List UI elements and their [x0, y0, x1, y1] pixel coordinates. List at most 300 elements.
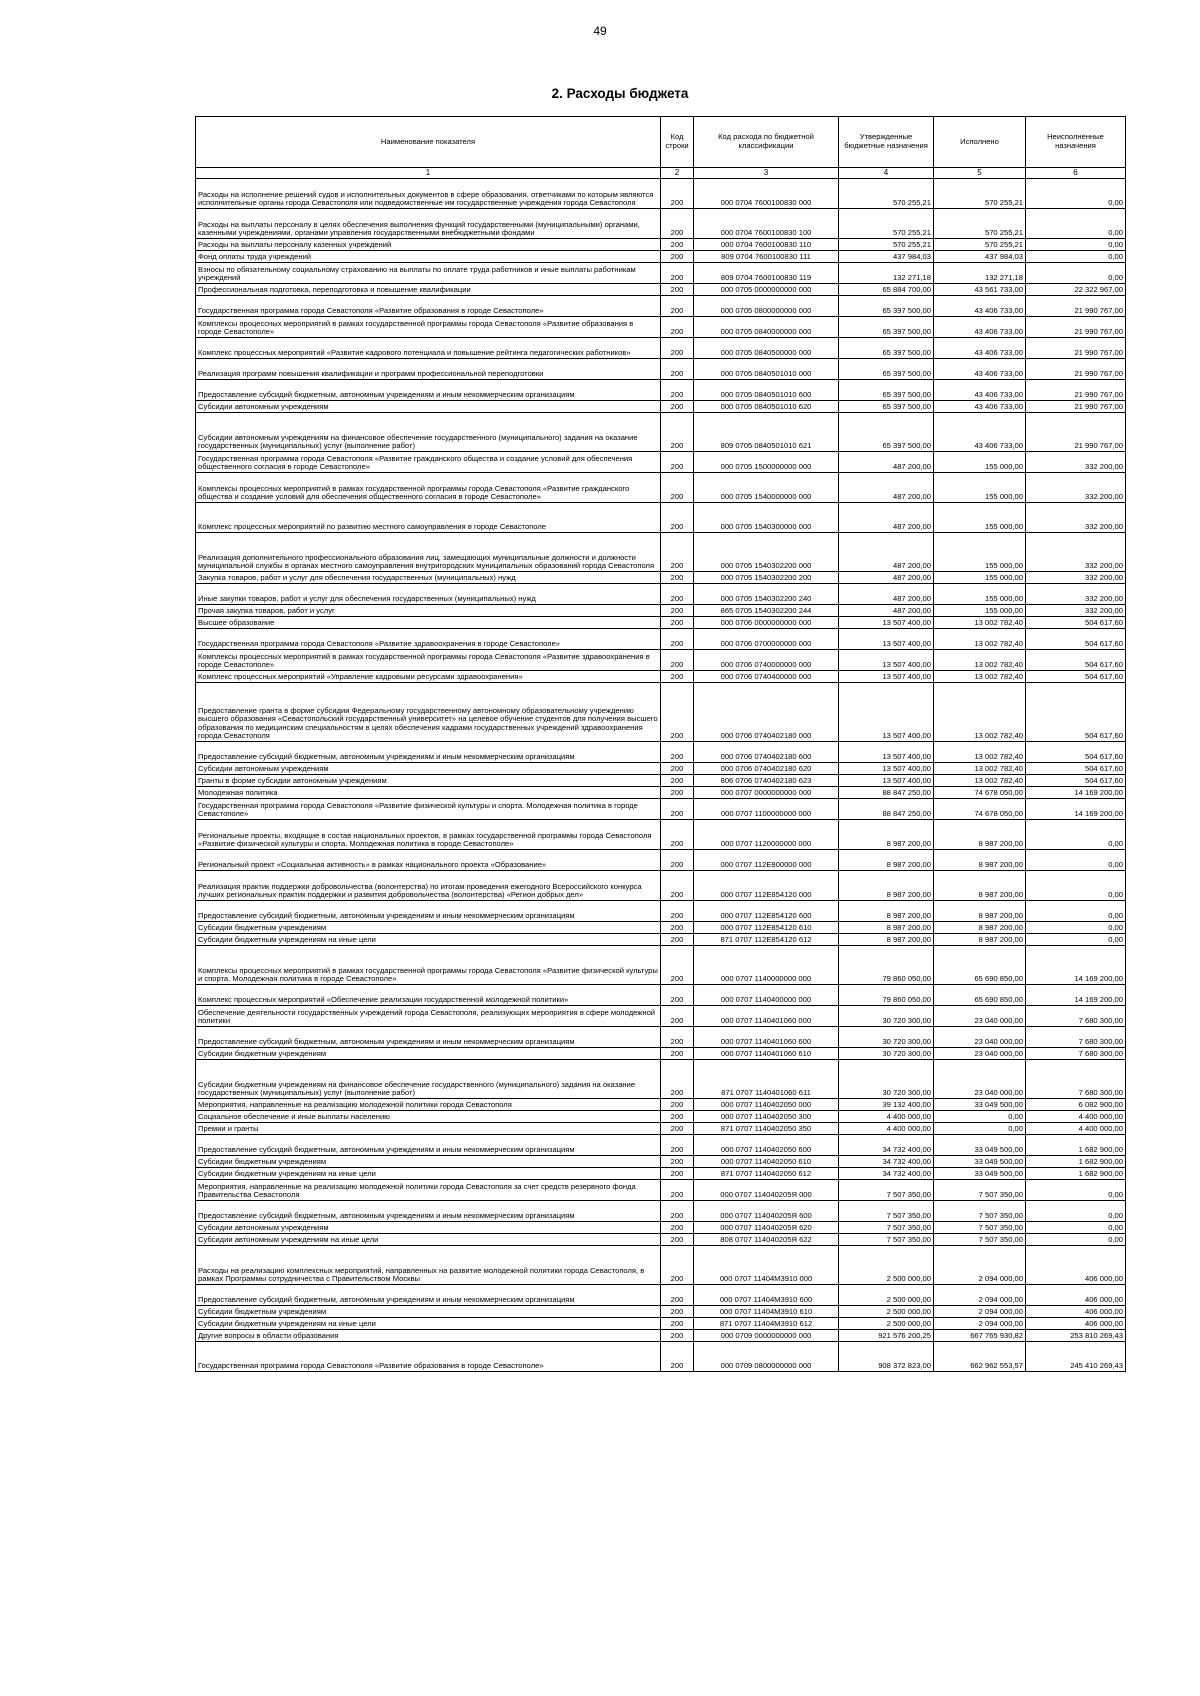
table-row	[196, 985, 1126, 1006]
row-unexecuted: 1 682 900,00	[1026, 1168, 1126, 1180]
row-name: Молодежная политика	[196, 787, 661, 799]
row-line-code: 200	[661, 209, 694, 239]
row-unexecuted: 7 680 300,00	[1026, 1027, 1126, 1048]
row-executed: 74 678 050,00	[934, 787, 1026, 799]
table-row	[196, 1285, 1126, 1306]
row-budget-code: 000 0705 0840000000 000	[694, 317, 839, 338]
row-name: Комплексы процессных мероприятий в рамках государственной программы города Севастополя «Развитие физической культуры и спорта. Молодежная политика в городе Севастополе»	[196, 946, 661, 985]
row-approved: 79 860 050,00	[839, 985, 934, 1006]
row-line-code: 200	[661, 787, 694, 799]
row-budget-code: 000 0706 0740400000 000	[694, 671, 839, 683]
row-budget-code: 000 0707 1140402050 610	[694, 1156, 839, 1168]
row-line-code: 200	[661, 1099, 694, 1111]
row-budget-code: 000 0707 1140401060 600	[694, 1027, 839, 1048]
row-name: Предоставление субсидий бюджетным, автономным учреждениям и иным некоммерческим организациям	[196, 380, 661, 401]
row-budget-code: 000 0707 112E800000 000	[694, 850, 839, 871]
row-name: Расходы на выплаты персоналу казенных учреждений	[196, 239, 661, 251]
table-row	[196, 1318, 1126, 1330]
row-approved: 2 500 000,00	[839, 1246, 934, 1285]
row-name: Расходы на выплаты персоналу в целях обеспечения выполнения функций государственными (муниципальными) органами, казенными учреждениями, органами управления государственными внебюджетными фондами	[196, 209, 661, 239]
table-row	[196, 1168, 1126, 1180]
header-unexecuted: Неисполненные назначения	[1026, 117, 1126, 168]
row-unexecuted: 406 000,00	[1026, 1246, 1126, 1285]
row-unexecuted: 0,00	[1026, 263, 1126, 284]
row-budget-code: 000 0705 0800000000 000	[694, 296, 839, 317]
row-name: Комплексы процессных мероприятий в рамках государственной программы города Севастополя «Развитие образования в городе Севастополе»	[196, 317, 661, 338]
row-line-code: 200	[661, 338, 694, 359]
row-approved: 13 507 400,00	[839, 650, 934, 671]
row-approved: 487 200,00	[839, 572, 934, 584]
row-unexecuted: 504 617,60	[1026, 683, 1126, 742]
row-executed: 7 507 350,00	[934, 1180, 1026, 1201]
row-executed: 74 678 050,00	[934, 799, 1026, 820]
row-unexecuted: 332 200,00	[1026, 473, 1126, 503]
row-name: Гранты в форме субсидии автономным учреждениям	[196, 775, 661, 787]
row-name: Субсидии бюджетным учреждениям на иные цели	[196, 1168, 661, 1180]
table-row	[196, 413, 1126, 452]
row-approved: 13 507 400,00	[839, 629, 934, 650]
row-approved: 132 271,18	[839, 263, 934, 284]
row-budget-code: 000 0707 112E854120 000	[694, 871, 839, 901]
row-unexecuted: 0,00	[1026, 820, 1126, 850]
row-line-code: 200	[661, 1180, 694, 1201]
row-executed: 155 000,00	[934, 473, 1026, 503]
row-executed: 13 002 782,40	[934, 671, 1026, 683]
row-line-code: 200	[661, 1318, 694, 1330]
row-unexecuted: 7 680 300,00	[1026, 1048, 1126, 1060]
row-line-code: 200	[661, 799, 694, 820]
table-row	[196, 775, 1126, 787]
table-row	[196, 820, 1126, 850]
row-executed: 155 000,00	[934, 503, 1026, 533]
row-executed: 23 040 000,00	[934, 1006, 1026, 1027]
table-row	[196, 1201, 1126, 1222]
row-name: Государственная программа города Севастополя «Развитие образования в городе Севастополе»	[196, 1342, 661, 1372]
row-approved: 570 255,21	[839, 239, 934, 251]
expenses-table	[195, 116, 1126, 1372]
row-approved: 65 884 700,00	[839, 284, 934, 296]
row-name: Предоставление субсидий бюджетным, автономным учреждениям и иным некоммерческим организациям	[196, 1027, 661, 1048]
row-approved: 34 732 400,00	[839, 1135, 934, 1156]
row-line-code: 200	[661, 1285, 694, 1306]
row-unexecuted: 21 990 767,00	[1026, 401, 1126, 413]
row-budget-code: 000 0705 0840501010 000	[694, 359, 839, 380]
header-line-code: Код строки	[661, 117, 694, 168]
row-executed: 7 507 350,00	[934, 1234, 1026, 1246]
table-row	[196, 763, 1126, 775]
row-budget-code: 809 0704 7600100830 119	[694, 263, 839, 284]
row-name: Социальное обеспечение и иные выплаты населению	[196, 1111, 661, 1123]
row-line-code: 200	[661, 503, 694, 533]
header-row	[196, 117, 1126, 168]
row-budget-code: 000 0705 1540000000 000	[694, 473, 839, 503]
row-approved: 65 397 500,00	[839, 359, 934, 380]
row-line-code: 200	[661, 617, 694, 629]
row-line-code: 200	[661, 946, 694, 985]
row-name: Комплексы процессных мероприятий в рамках государственной программы города Севастополя «Развитие здравоохранения в городе Севастополе»	[196, 650, 661, 671]
row-budget-code: 000 0704 7600100830 100	[694, 209, 839, 239]
row-executed: 662 962 553,57	[934, 1342, 1026, 1372]
row-budget-code: 000 0706 0740402180 620	[694, 763, 839, 775]
table-row	[196, 617, 1126, 629]
column-number: 5	[934, 168, 1026, 179]
table-row	[196, 179, 1126, 209]
row-approved: 30 720 300,00	[839, 1048, 934, 1060]
row-approved: 65 397 500,00	[839, 317, 934, 338]
row-line-code: 200	[661, 1027, 694, 1048]
row-approved: 88 847 250,00	[839, 787, 934, 799]
row-executed: 8 987 200,00	[934, 820, 1026, 850]
row-approved: 30 720 300,00	[839, 1027, 934, 1048]
row-budget-code: 000 0707 11404М3910 600	[694, 1285, 839, 1306]
row-approved: 7 507 350,00	[839, 1222, 934, 1234]
row-name: Субсидии автономным учреждениям на финансовое обеспечение государственного (муниципального) задания на оказание государственных (муниципальных) услуг (выполнение работ)	[196, 413, 661, 452]
row-line-code: 200	[661, 763, 694, 775]
row-executed: 7 507 350,00	[934, 1222, 1026, 1234]
row-approved: 65 397 500,00	[839, 338, 934, 359]
row-line-code: 200	[661, 1306, 694, 1318]
row-line-code: 200	[661, 284, 694, 296]
row-budget-code: 871 0707 11404М3910 612	[694, 1318, 839, 1330]
table-row	[196, 401, 1126, 413]
row-approved: 34 732 400,00	[839, 1156, 934, 1168]
row-name: Субсидии бюджетным учреждениям	[196, 922, 661, 934]
row-executed: 8 987 200,00	[934, 934, 1026, 946]
row-approved: 65 397 500,00	[839, 296, 934, 317]
row-approved: 13 507 400,00	[839, 763, 934, 775]
row-line-code: 200	[661, 473, 694, 503]
row-name: Государственная программа города Севастополя «Развитие гражданского общества и создание условий для обеспечения общественного согласия в городе Севастополе»	[196, 452, 661, 473]
row-budget-code: 000 0706 0740402180 000	[694, 683, 839, 742]
row-unexecuted: 22 322 967,00	[1026, 284, 1126, 296]
table-row	[196, 1222, 1126, 1234]
row-unexecuted: 0,00	[1026, 922, 1126, 934]
row-unexecuted: 332 200,00	[1026, 572, 1126, 584]
row-approved: 88 847 250,00	[839, 799, 934, 820]
row-budget-code: 000 0707 1100000000 000	[694, 799, 839, 820]
row-line-code: 200	[661, 380, 694, 401]
row-approved: 2 500 000,00	[839, 1285, 934, 1306]
row-name: Реализация практик поддержки добровольчества (волонтерства) по итогам проведения ежегодного Всероссийского конкурса лучших региональных практик поддержки и развития добровольчества (волонтерства) «Регион добрых дел»	[196, 871, 661, 901]
row-approved: 570 255,21	[839, 179, 934, 209]
row-budget-code: 808 0707 114040205Я 622	[694, 1234, 839, 1246]
row-unexecuted: 21 990 767,00	[1026, 359, 1126, 380]
row-name: Иные закупки товаров, работ и услуг для обеспечения государственных (муниципальных) нужд	[196, 584, 661, 605]
table-row	[196, 946, 1126, 985]
row-budget-code: 000 0706 0740402180 600	[694, 742, 839, 763]
row-unexecuted: 0,00	[1026, 1180, 1126, 1201]
row-executed: 65 690 850,00	[934, 985, 1026, 1006]
row-unexecuted: 21 990 767,00	[1026, 317, 1126, 338]
table-row	[196, 584, 1126, 605]
row-name: Другие вопросы в области образования	[196, 1330, 661, 1342]
row-executed: 2 094 000,00	[934, 1246, 1026, 1285]
row-line-code: 200	[661, 1060, 694, 1099]
row-line-code: 200	[661, 671, 694, 683]
table-row	[196, 850, 1126, 871]
row-line-code: 200	[661, 1156, 694, 1168]
row-executed: 570 255,21	[934, 209, 1026, 239]
row-approved: 8 987 200,00	[839, 850, 934, 871]
row-line-code: 200	[661, 317, 694, 338]
row-approved: 65 397 500,00	[839, 380, 934, 401]
header-approved: Утвержденные бюджетные назначения	[839, 117, 934, 168]
row-line-code: 200	[661, 850, 694, 871]
row-approved: 8 987 200,00	[839, 820, 934, 850]
table-row	[196, 629, 1126, 650]
row-name: Субсидии бюджетным учреждениям на иные цели	[196, 934, 661, 946]
header-name: Наименование показателя	[196, 117, 661, 168]
row-name: Комплекс процессных мероприятий «Управление кадровыми ресурсами здравоохранения»	[196, 671, 661, 683]
row-executed: 43 406 733,00	[934, 380, 1026, 401]
row-executed: 43 406 733,00	[934, 401, 1026, 413]
row-unexecuted: 504 617,60	[1026, 629, 1126, 650]
row-unexecuted: 332 200,00	[1026, 533, 1126, 572]
row-line-code: 200	[661, 1342, 694, 1372]
row-line-code: 200	[661, 1246, 694, 1285]
row-budget-code: 000 0705 1500000000 000	[694, 452, 839, 473]
table-row	[196, 934, 1126, 946]
row-line-code: 200	[661, 820, 694, 850]
row-line-code: 200	[661, 683, 694, 742]
row-executed: 2 094 000,00	[934, 1318, 1026, 1330]
row-name: Комплекс процессных мероприятий «Развитие кадрового потенциала и повышение рейтинга педагогических работников»	[196, 338, 661, 359]
table-row	[196, 742, 1126, 763]
row-executed: 155 000,00	[934, 584, 1026, 605]
row-line-code: 200	[661, 1168, 694, 1180]
row-line-code: 200	[661, 1111, 694, 1123]
row-approved: 2 500 000,00	[839, 1318, 934, 1330]
row-name: Субсидии автономным учреждениям	[196, 1222, 661, 1234]
row-approved: 2 500 000,00	[839, 1306, 934, 1318]
header-budget-code: Код расхода по бюджетной классификации	[694, 117, 839, 168]
table-row	[196, 1330, 1126, 1342]
table-row	[196, 671, 1126, 683]
row-executed: 8 987 200,00	[934, 871, 1026, 901]
row-name: Субсидии автономным учреждениям на иные цели	[196, 1234, 661, 1246]
row-executed: 8 987 200,00	[934, 922, 1026, 934]
row-approved: 13 507 400,00	[839, 617, 934, 629]
row-line-code: 200	[661, 1135, 694, 1156]
row-line-code: 200	[661, 251, 694, 263]
table-row	[196, 1027, 1126, 1048]
row-executed: 437 984,03	[934, 251, 1026, 263]
row-approved: 7 507 350,00	[839, 1234, 934, 1246]
row-approved: 8 987 200,00	[839, 934, 934, 946]
row-approved: 570 255,21	[839, 209, 934, 239]
table-row	[196, 650, 1126, 671]
row-line-code: 200	[661, 413, 694, 452]
row-executed: 33 049 500,00	[934, 1135, 1026, 1156]
row-executed: 13 002 782,40	[934, 617, 1026, 629]
row-budget-code: 000 0707 114040205Я 600	[694, 1201, 839, 1222]
row-name: Комплекс процессных мероприятий «Обеспечение реализации государственной молодежной политики»	[196, 985, 661, 1006]
row-executed: 23 040 000,00	[934, 1048, 1026, 1060]
row-unexecuted: 4 400 000,00	[1026, 1123, 1126, 1135]
row-budget-code: 000 0707 1140402050 300	[694, 1111, 839, 1123]
row-executed: 65 690 850,00	[934, 946, 1026, 985]
table-row	[196, 1342, 1126, 1372]
row-unexecuted: 21 990 767,00	[1026, 296, 1126, 317]
row-name: Расходы на реализацию комплексных мероприятий, направленных на развитие молодежной политики города Севастополя, в рамках Программы сотрудничества с Правительством Москвы	[196, 1246, 661, 1285]
table-row	[196, 572, 1126, 584]
row-name: Прочая закупка товаров, работ и услуг	[196, 605, 661, 617]
row-name: Высшее образование	[196, 617, 661, 629]
table-row	[196, 251, 1126, 263]
row-budget-code: 000 0704 7600100830 110	[694, 239, 839, 251]
row-line-code: 200	[661, 871, 694, 901]
row-executed: 8 987 200,00	[934, 901, 1026, 922]
row-budget-code: 806 0706 0740402180 623	[694, 775, 839, 787]
row-approved: 13 507 400,00	[839, 742, 934, 763]
row-line-code: 200	[661, 359, 694, 380]
row-name: Взносы по обязательному социальному страхованию на выплаты по оплате труда работников и иные выплаты работникам учреждений	[196, 263, 661, 284]
row-unexecuted: 21 990 767,00	[1026, 380, 1126, 401]
table-row	[196, 296, 1126, 317]
row-unexecuted: 0,00	[1026, 209, 1126, 239]
row-executed: 570 255,21	[934, 239, 1026, 251]
row-name: Премии и гранты	[196, 1123, 661, 1135]
row-approved: 34 732 400,00	[839, 1168, 934, 1180]
row-name: Предоставление субсидий бюджетным, автономным учреждениям и иным некоммерческим организациям	[196, 1201, 661, 1222]
row-approved: 487 200,00	[839, 533, 934, 572]
row-approved: 487 200,00	[839, 452, 934, 473]
row-budget-code: 000 0705 0840500000 000	[694, 338, 839, 359]
row-line-code: 200	[661, 629, 694, 650]
column-number-row	[196, 168, 1126, 179]
row-unexecuted: 14 169 200,00	[1026, 985, 1126, 1006]
table-row	[196, 503, 1126, 533]
row-budget-code: 000 0709 0800000000 000	[694, 1342, 839, 1372]
row-budget-code: 000 0705 0000000000 000	[694, 284, 839, 296]
table-row	[196, 263, 1126, 284]
row-executed: 23 040 000,00	[934, 1027, 1026, 1048]
section-title: 2. Расходы бюджета	[551, 86, 689, 101]
row-unexecuted: 504 617,60	[1026, 671, 1126, 683]
column-number: 1	[196, 168, 661, 179]
row-executed: 0,00	[934, 1111, 1026, 1123]
row-line-code: 200	[661, 742, 694, 763]
row-name: Субсидии автономным учреждениям	[196, 401, 661, 413]
row-approved: 13 507 400,00	[839, 683, 934, 742]
row-approved: 30 720 300,00	[839, 1060, 934, 1099]
row-executed: 13 002 782,40	[934, 775, 1026, 787]
row-line-code: 200	[661, 901, 694, 922]
row-executed: 43 406 733,00	[934, 359, 1026, 380]
row-approved: 7 507 350,00	[839, 1180, 934, 1201]
row-line-code: 200	[661, 1222, 694, 1234]
row-name: Комплекс процессных мероприятий по развитию местного самоуправления в городе Севастополе	[196, 503, 661, 533]
row-executed: 43 406 733,00	[934, 338, 1026, 359]
row-line-code: 200	[661, 650, 694, 671]
row-executed: 13 002 782,40	[934, 742, 1026, 763]
row-executed: 155 000,00	[934, 605, 1026, 617]
row-budget-code: 000 0706 0000000000 000	[694, 617, 839, 629]
row-name: Комплексы процессных мероприятий в рамках государственной программы города Севастополя «Развитие гражданского общества и создание условий для обеспечения общественного согласия в городе Севастополе»	[196, 473, 661, 503]
row-unexecuted: 7 680 300,00	[1026, 1060, 1126, 1099]
row-line-code: 200	[661, 572, 694, 584]
table-row	[196, 209, 1126, 239]
row-budget-code: 871 0707 1140402050 350	[694, 1123, 839, 1135]
row-name: Региональный проект «Социальная активность» в рамках национального проекта «Образование»	[196, 850, 661, 871]
row-budget-code: 000 0707 1120000000 000	[694, 820, 839, 850]
row-executed: 13 002 782,40	[934, 683, 1026, 742]
row-executed: 155 000,00	[934, 452, 1026, 473]
row-unexecuted: 7 680 300,00	[1026, 1006, 1126, 1027]
row-unexecuted: 4 400 000,00	[1026, 1111, 1126, 1123]
column-number: 3	[694, 168, 839, 179]
row-line-code: 200	[661, 1123, 694, 1135]
row-executed: 33 049 500,00	[934, 1168, 1026, 1180]
row-budget-code: 000 0707 112E854120 610	[694, 922, 839, 934]
row-approved: 13 507 400,00	[839, 671, 934, 683]
row-name: Реализация дополнительного профессионального образования лиц, замещающих муниципальные должности и должности муниципальной службы в органах местного самоуправления внутригородских муниципальных образований города Севастополя	[196, 533, 661, 572]
row-unexecuted: 1 682 900,00	[1026, 1156, 1126, 1168]
row-unexecuted: 504 617,60	[1026, 650, 1126, 671]
row-budget-code: 000 0707 1140401060 000	[694, 1006, 839, 1027]
row-line-code: 200	[661, 922, 694, 934]
row-line-code: 200	[661, 1330, 694, 1342]
row-executed: 13 002 782,40	[934, 629, 1026, 650]
row-budget-code: 000 0705 1540302200 240	[694, 584, 839, 605]
row-name: Профессиональная подготовка, переподготовка и повышение квалификации	[196, 284, 661, 296]
row-executed: 155 000,00	[934, 572, 1026, 584]
row-executed: 132 271,18	[934, 263, 1026, 284]
row-approved: 908 372 823,00	[839, 1342, 934, 1372]
table-row	[196, 605, 1126, 617]
table-row	[196, 1156, 1126, 1168]
row-unexecuted: 21 990 767,00	[1026, 413, 1126, 452]
row-approved: 65 397 500,00	[839, 413, 934, 452]
row-line-code: 200	[661, 934, 694, 946]
row-approved: 7 507 350,00	[839, 1201, 934, 1222]
table-row	[196, 1180, 1126, 1201]
row-executed: 43 406 733,00	[934, 413, 1026, 452]
row-approved: 13 507 400,00	[839, 775, 934, 787]
row-unexecuted: 0,00	[1026, 850, 1126, 871]
row-unexecuted: 406 000,00	[1026, 1318, 1126, 1330]
row-approved: 487 200,00	[839, 584, 934, 605]
table-row	[196, 871, 1126, 901]
row-name: Предоставление субсидий бюджетным, автономным учреждениям и иным некоммерческим организациям	[196, 1285, 661, 1306]
row-unexecuted: 245 410 269,43	[1026, 1342, 1126, 1372]
row-unexecuted: 0,00	[1026, 179, 1126, 209]
table-row	[196, 1123, 1126, 1135]
row-budget-code: 000 0707 11404М3910 610	[694, 1306, 839, 1318]
row-unexecuted: 0,00	[1026, 901, 1126, 922]
row-budget-code: 865 0705 1540302200 244	[694, 605, 839, 617]
row-unexecuted: 504 617,60	[1026, 742, 1126, 763]
table-body	[196, 179, 1126, 1372]
table-row	[196, 380, 1126, 401]
page-number: 49	[593, 24, 607, 38]
row-budget-code: 000 0706 0700000000 000	[694, 629, 839, 650]
table-row	[196, 1234, 1126, 1246]
row-line-code: 200	[661, 1201, 694, 1222]
row-approved: 39 132 400,00	[839, 1099, 934, 1111]
row-budget-code: 809 0705 0840501010 621	[694, 413, 839, 452]
row-unexecuted: 504 617,60	[1026, 775, 1126, 787]
row-executed: 23 040 000,00	[934, 1060, 1026, 1099]
row-unexecuted: 6 082 900,00	[1026, 1099, 1126, 1111]
row-budget-code: 000 0705 1540302200 200	[694, 572, 839, 584]
row-line-code: 200	[661, 775, 694, 787]
row-unexecuted: 0,00	[1026, 239, 1126, 251]
row-name: Закупка товаров, работ и услуг для обеспечения государственных (муниципальных) нужд	[196, 572, 661, 584]
row-name: Предоставление субсидий бюджетным, автономным учреждениям и иным некоммерческим организациям	[196, 742, 661, 763]
row-approved: 437 984,03	[839, 251, 934, 263]
row-line-code: 200	[661, 1048, 694, 1060]
